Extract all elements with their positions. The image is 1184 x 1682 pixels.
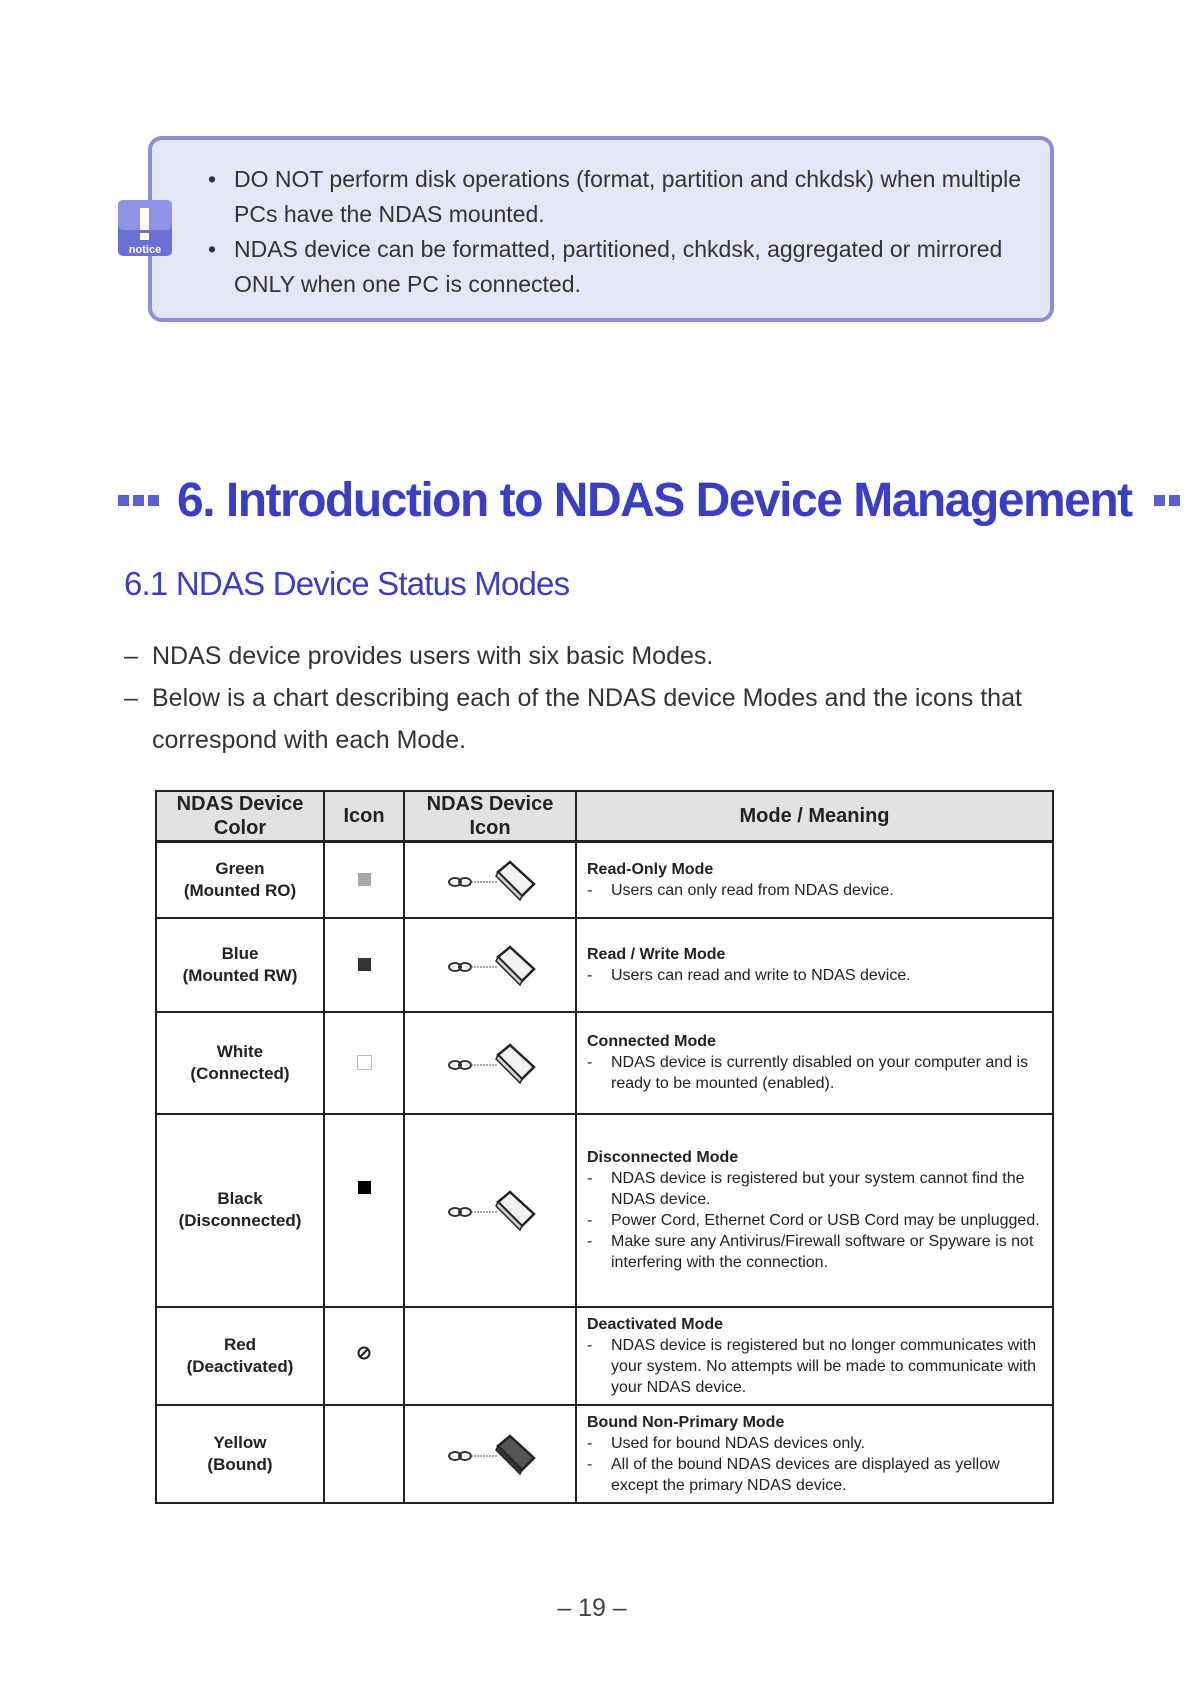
color-state: (Mounted RW) bbox=[182, 965, 298, 985]
status-square-icon bbox=[357, 1055, 372, 1070]
color-state: (Deactivated) bbox=[186, 1356, 294, 1376]
bullet-glyph: • bbox=[208, 236, 217, 262]
column-header: NDAS Device Icon bbox=[404, 791, 576, 842]
color-name: Red bbox=[223, 1334, 257, 1354]
heading-ornament-right bbox=[1154, 495, 1184, 506]
mode-meaning-cell bbox=[576, 1114, 1053, 1307]
mode-detail-item: - NDAS device is registered but no longer communicates with your system. No attempts will be made to communicate with your NDAS device. bbox=[587, 1336, 1037, 1396]
ndas-device-icon bbox=[440, 1041, 540, 1085]
color-state: (Disconnected) bbox=[178, 1211, 302, 1230]
dash-glyph: – bbox=[124, 642, 138, 670]
notice-box bbox=[148, 136, 1054, 322]
notice-icon-label: notice bbox=[128, 244, 162, 256]
column-header: NDAS Device Color bbox=[156, 791, 324, 842]
page-title: 6. Introduction to NDAS Device Management bbox=[177, 473, 1132, 527]
device-color-cell bbox=[156, 918, 324, 1012]
notice-list bbox=[208, 162, 1038, 302]
device-icon-cell bbox=[404, 1012, 576, 1114]
mode-meaning-cell bbox=[576, 1405, 1053, 1503]
mode-title: Disconnected Mode bbox=[587, 1149, 739, 1166]
status-square-icon bbox=[358, 958, 371, 971]
mode-detail-item: - Users can only read from NDAS device. bbox=[587, 881, 894, 899]
intro-line: – Below is a chart describing each of the NDAS device Modes and the icons that correspond with each Mode. bbox=[124, 677, 1024, 761]
device-icon-cell bbox=[404, 918, 576, 1012]
mode-title: Read / Write Mode bbox=[587, 945, 726, 963]
mode-meaning-cell bbox=[576, 1307, 1053, 1405]
mode-title: Connected Mode bbox=[587, 1033, 716, 1050]
status-icon-cell bbox=[324, 1012, 404, 1114]
mode-meaning-cell bbox=[576, 1012, 1053, 1114]
mode-meaning-cell bbox=[576, 842, 1053, 918]
status-icon-cell bbox=[324, 842, 404, 918]
ndas-device-icon bbox=[440, 1188, 540, 1232]
mode-title: Deactivated Mode bbox=[587, 1315, 724, 1333]
mode-detail-item: - Users can read and write to NDAS device. bbox=[587, 966, 911, 984]
mode-detail-item: - NDAS device is currently disabled on your computer and is ready to be mounted (enabled). bbox=[587, 1054, 1029, 1092]
mode-detail-list bbox=[587, 1335, 1042, 1398]
intro-line: – NDAS device provides users with six basic Modes. bbox=[124, 635, 1024, 677]
mode-detail-list bbox=[587, 965, 1042, 986]
mode-detail-item: - Make sure any Antivirus/Firewall software or Spyware is not interfering with the connection. bbox=[587, 1233, 1034, 1271]
page-number: – 19 – bbox=[557, 1594, 627, 1622]
color-name: Black bbox=[217, 1189, 263, 1208]
dash-glyph: – bbox=[124, 684, 138, 712]
color-name: Green bbox=[215, 858, 265, 878]
notice-item: • DO NOT perform disk operations (format, partition and chkdsk) when multiple PCs have the NDAS mounted. bbox=[208, 162, 1038, 232]
ndas-device-icon bbox=[440, 943, 540, 987]
list-marker: - bbox=[587, 966, 593, 984]
notice-icon bbox=[116, 198, 176, 262]
notice-item: • NDAS device can be formatted, partitioned, chkdsk, aggregated or mirrored ONLY when one PC is connected. bbox=[208, 232, 1038, 302]
mode-detail-item: - All of the bound NDAS devices are displayed as yellow except the primary NDAS device. bbox=[587, 1455, 1000, 1494]
color-name: White bbox=[216, 1041, 264, 1061]
list-marker: - bbox=[587, 1233, 593, 1250]
device-icon-cell bbox=[404, 1405, 576, 1503]
device-color-cell bbox=[156, 1405, 324, 1503]
color-name: Yellow bbox=[213, 1432, 267, 1452]
deactivated-icon bbox=[356, 1345, 372, 1361]
mode-detail-list bbox=[587, 880, 1042, 901]
table-row bbox=[156, 918, 1053, 1012]
mode-detail-list bbox=[587, 1052, 1042, 1094]
status-modes-table bbox=[155, 790, 1054, 1504]
device-color-cell bbox=[156, 842, 324, 918]
status-icon-cell bbox=[324, 1405, 404, 1503]
table-row bbox=[156, 1307, 1053, 1405]
column-header: Icon bbox=[324, 791, 404, 842]
mode-detail-item: - Power Cord, Ethernet Cord or USB Cord may be unplugged. bbox=[587, 1212, 1040, 1229]
device-icon-cell bbox=[404, 842, 576, 918]
list-marker: - bbox=[587, 881, 593, 899]
status-square-icon bbox=[358, 1181, 371, 1194]
color-state: (Bound) bbox=[207, 1454, 273, 1474]
status-square-icon bbox=[358, 873, 371, 886]
color-name: Blue bbox=[221, 943, 259, 963]
mode-detail-item: - Used for bound NDAS devices only. bbox=[587, 1434, 866, 1452]
table-header-row bbox=[156, 791, 1053, 842]
mode-detail-list bbox=[587, 1168, 1042, 1273]
list-marker: - bbox=[587, 1455, 593, 1473]
mode-title: Read-Only Mode bbox=[587, 860, 714, 878]
list-marker: - bbox=[587, 1434, 593, 1452]
list-marker: - bbox=[587, 1336, 593, 1354]
column-header: Mode / Meaning bbox=[576, 791, 1053, 842]
status-icon-cell bbox=[324, 1307, 404, 1405]
mode-detail-item: - NDAS device is registered but your system cannot find the NDAS device. bbox=[587, 1170, 1025, 1208]
device-color-cell bbox=[156, 1307, 324, 1405]
table-row bbox=[156, 1012, 1053, 1114]
table-row bbox=[156, 1114, 1053, 1307]
device-icon-cell bbox=[404, 1114, 576, 1307]
mode-title: Bound Non-Primary Mode bbox=[587, 1413, 785, 1431]
table-row bbox=[156, 1405, 1053, 1503]
color-state: (Mounted RO) bbox=[183, 880, 297, 900]
device-color-cell bbox=[156, 1114, 324, 1307]
device-icon-cell bbox=[404, 1307, 576, 1405]
intro-text bbox=[124, 635, 1024, 761]
list-marker: - bbox=[587, 1054, 593, 1071]
ndas-device-icon bbox=[440, 858, 540, 902]
section-heading bbox=[118, 465, 1132, 535]
list-marker: - bbox=[587, 1212, 593, 1229]
status-icon-cell bbox=[324, 918, 404, 1012]
heading-ornament-left bbox=[118, 495, 159, 506]
status-icon-cell bbox=[324, 1114, 404, 1307]
color-state: (Connected) bbox=[190, 1063, 290, 1083]
list-marker: - bbox=[587, 1170, 593, 1187]
mode-detail-list bbox=[587, 1433, 1042, 1496]
bullet-glyph: • bbox=[208, 166, 217, 192]
device-color-cell bbox=[156, 1012, 324, 1114]
ndas-device-icon bbox=[440, 1432, 540, 1476]
table-row bbox=[156, 842, 1053, 918]
section-subtitle: 6.1 NDAS Device Status Modes bbox=[124, 565, 570, 602]
mode-meaning-cell bbox=[576, 918, 1053, 1012]
